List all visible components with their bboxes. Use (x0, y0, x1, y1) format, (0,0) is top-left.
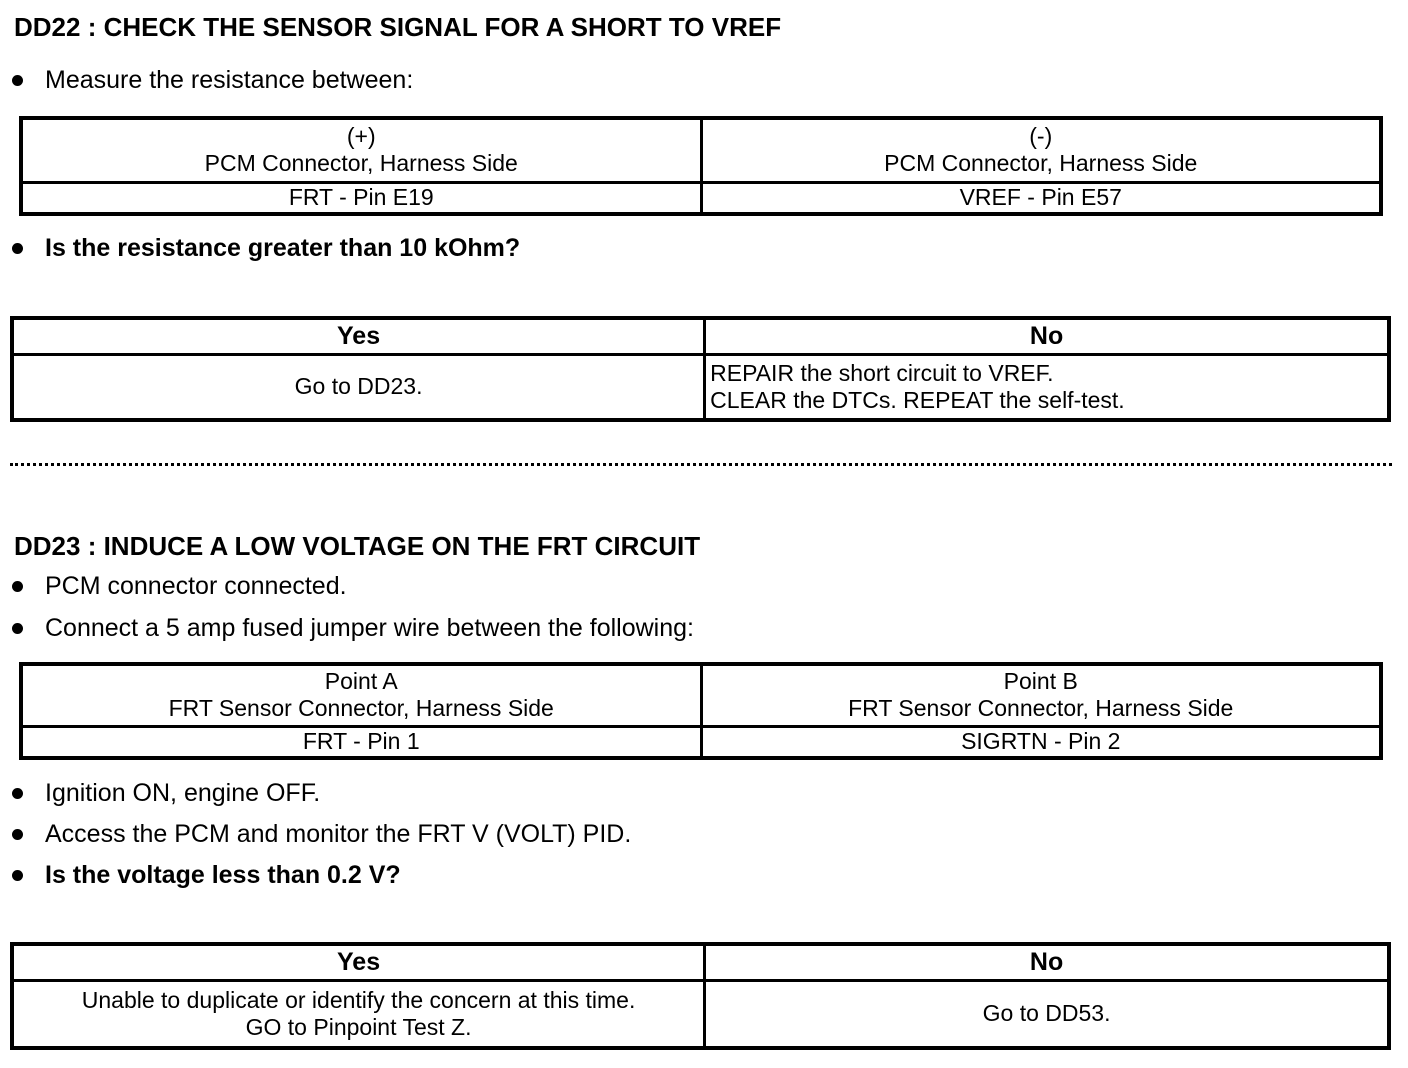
bullet-pcm-connected (12, 572, 347, 601)
dd22-answer-table (10, 316, 1391, 422)
no-header: No (705, 318, 1389, 354)
bullet-icon (12, 75, 23, 86)
yes-action (12, 980, 705, 1048)
jumper-header-point-b (701, 664, 1381, 726)
jumper-header-point-a (21, 664, 701, 726)
bullet-icon (12, 623, 23, 634)
dd22-measure-table (19, 116, 1383, 216)
measure-header-positive (21, 118, 701, 182)
positive-location: PCM Connector, Harness Side (204, 150, 518, 177)
yes-action (12, 354, 705, 420)
bullet-text: Connect a 5 amp fused jumper wire between the following: (45, 614, 694, 642)
dd22-question (12, 234, 520, 263)
bullet-access-pcm (12, 820, 631, 849)
bullet-icon (12, 829, 23, 840)
bullet-icon (12, 243, 23, 254)
bullet-ignition (12, 779, 320, 808)
dd23-question (12, 861, 401, 890)
bullet-icon (12, 870, 23, 881)
negative-location: PCM Connector, Harness Side (884, 150, 1198, 177)
yes-action-line-1: Unable to duplicate or identify the concern at this time. (81, 986, 636, 1013)
point-b-location: FRT Sensor Connector, Harness Side (848, 695, 1234, 722)
dd23-answer-table (10, 942, 1391, 1050)
no-action (705, 354, 1389, 420)
dd22-title: DD22 : CHECK THE SENSOR SIGNAL FOR A SHORT TO VREF (14, 12, 782, 42)
jumper-value-point-a: FRT - Pin 1 (21, 726, 701, 758)
bullet-text: Access the PCM and monitor the FRT V (VOLT) PID. (45, 820, 632, 848)
point-a-label: Point A (324, 668, 398, 695)
question-text: Is the voltage less than 0.2 V? (45, 861, 401, 889)
bullet-text: Ignition ON, engine OFF. (45, 779, 321, 807)
bullet-measure-resistance (12, 66, 413, 95)
section-divider (10, 463, 1392, 466)
no-action-line-1: REPAIR the short circuit to VREF. (710, 359, 1054, 386)
jumper-value-point-b: SIGRTN - Pin 2 (701, 726, 1381, 758)
yes-action-text: Go to DD23. (294, 373, 423, 400)
no-header: No (705, 944, 1389, 980)
bullet-icon (12, 788, 23, 799)
measure-value-positive: FRT - Pin E19 (21, 182, 701, 214)
no-action-line-2: CLEAR the DTCs. REPEAT the self-test. (710, 386, 1125, 413)
yes-header: Yes (12, 944, 705, 980)
bullet-text: PCM connector connected. (45, 572, 347, 600)
point-b-label: Point B (1003, 668, 1078, 695)
bullet-icon (12, 581, 23, 592)
bullet-text: Measure the resistance between: (45, 66, 414, 94)
measure-value-negative: VREF - Pin E57 (701, 182, 1381, 214)
bullet-connect-jumper (12, 614, 694, 643)
dd23-jumper-table (19, 662, 1383, 760)
no-action (705, 980, 1389, 1048)
yes-header: Yes (12, 318, 705, 354)
dd23-title: DD23 : INDUCE A LOW VOLTAGE ON THE FRT CIRCUIT (14, 531, 701, 561)
yes-action-line-2: GO to Pinpoint Test Z. (245, 1013, 472, 1040)
positive-label: (+) (346, 123, 376, 150)
no-action-text: Go to DD53. (982, 1000, 1111, 1027)
measure-header-negative (701, 118, 1381, 182)
point-a-location: FRT Sensor Connector, Harness Side (168, 695, 554, 722)
negative-label: (-) (1029, 123, 1053, 150)
question-text: Is the resistance greater than 10 kOhm? (45, 234, 521, 262)
